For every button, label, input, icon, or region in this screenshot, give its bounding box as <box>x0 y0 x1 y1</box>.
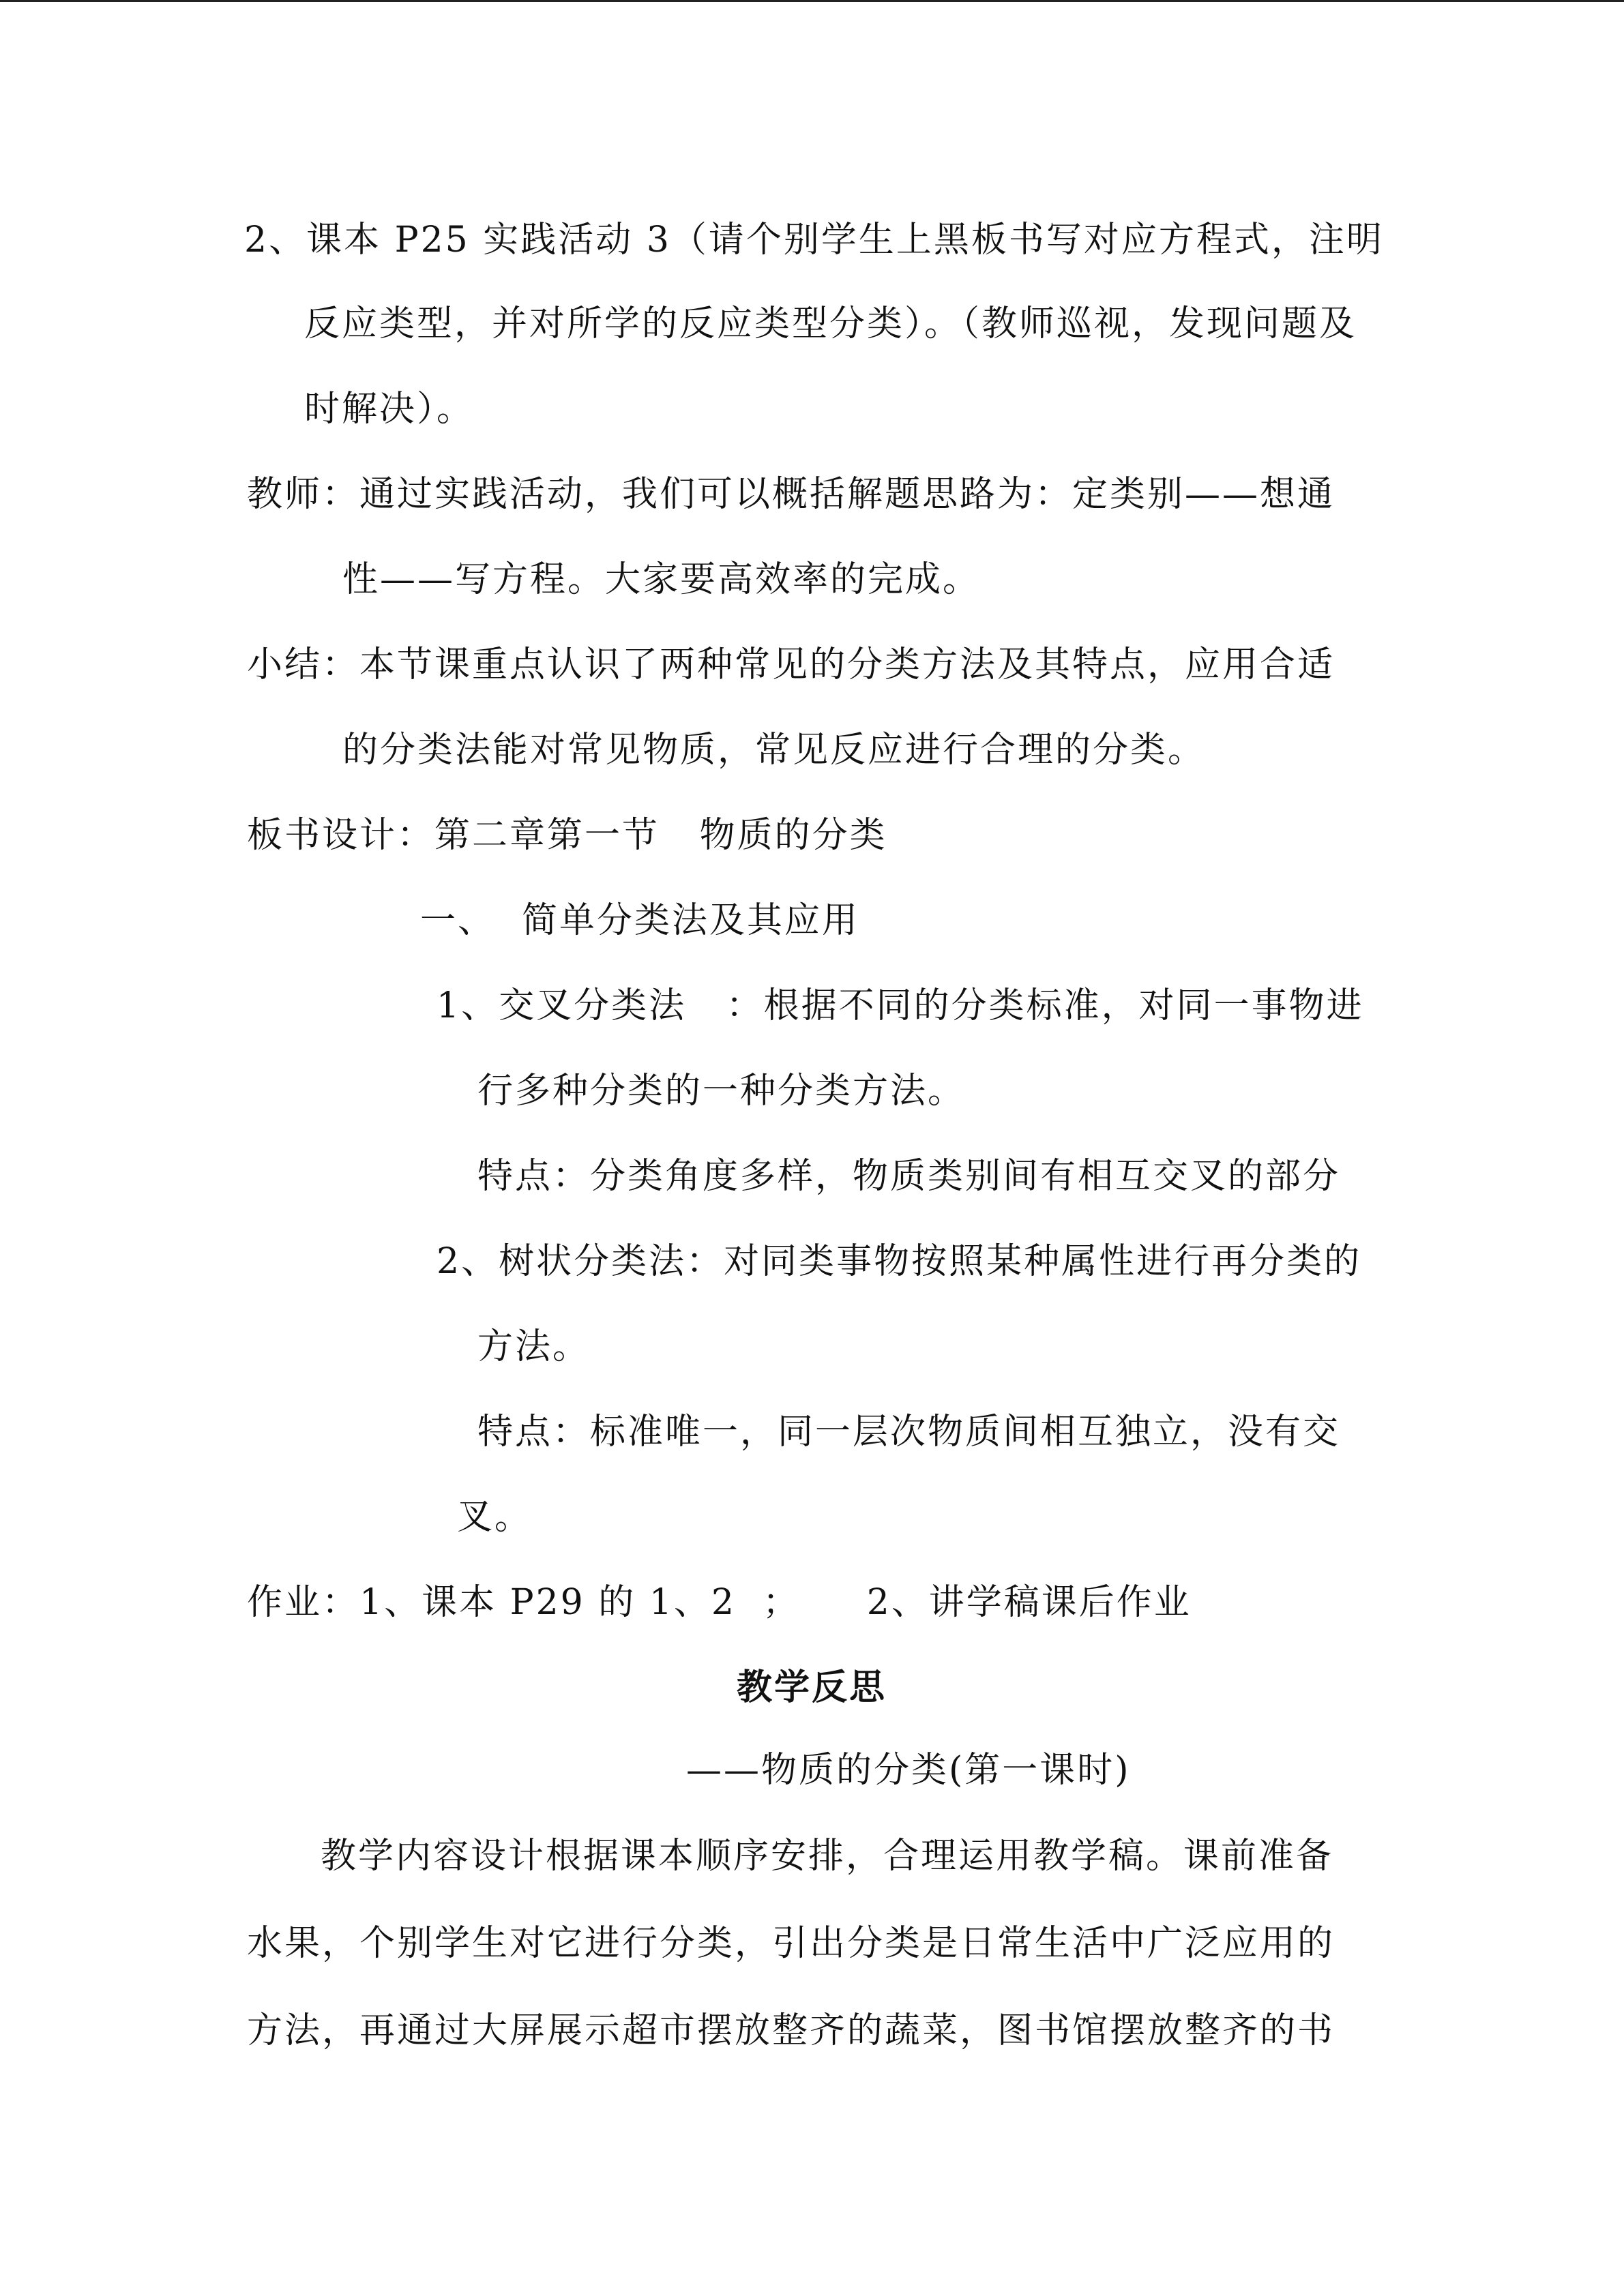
text-line-cross-feature: 特点：分类角度多样，物质类别间有相互交叉的部分 <box>477 1156 1341 1197</box>
text-line-cross-classification: 1、交叉分类法 ：根据不同的分类标准，对同一事物进 <box>437 985 1364 1026</box>
paragraph-line-2: 水果，个别学生对它进行分类，引出分类是日常生活中广泛应用的 <box>247 1923 1335 1964</box>
text-line-activity: 2、课本 P25 实践活动 3（请个别学生上黑板书写对应方程式，注明 <box>244 220 1384 260</box>
text-line-activity-end: 时解决）。 <box>304 389 475 430</box>
text-line-tree-feature: 特点：标准唯一，同一层次物质间相互独立，没有交 <box>477 1412 1341 1452</box>
text-line-teacher-cont: 性——写方程。大家要高效率的完成。 <box>342 559 981 600</box>
text-line-summary-cont: 的分类法能对常见物质，常见反应进行合理的分类。 <box>342 730 1206 771</box>
page-top-border <box>0 0 1624 2</box>
text-line-section-one: 一、 简单分类法及其应用 <box>420 900 860 941</box>
paragraph-line-3: 方法，再通过大屏展示超市摆放整齐的蔬菜，图书馆摆放整齐的书 <box>247 2010 1335 2051</box>
text-line-board-design: 板书设计：第二章第一节 物质的分类 <box>247 815 887 856</box>
text-line-tree-classification: 2、树状分类法：对同类事物按照某种属性进行再分类的 <box>437 1241 1362 1282</box>
reflection-subtitle: ——物质的分类(第一课时) <box>686 1750 1131 1791</box>
text-line-teacher: 教师：通过实践活动，我们可以概括解题思路为：定类别——想通 <box>247 474 1335 515</box>
paragraph-line-1: 教学内容设计根据课本顺序安排，合理运用教学稿。课前准备 <box>321 1836 1334 1877</box>
reflection-title: 教学反思 <box>737 1667 887 1708</box>
text-line-cross-classification-cont: 行多种分类的一种分类方法。 <box>477 1071 966 1112</box>
text-line-tree-classification-cont: 方法。 <box>477 1326 591 1367</box>
text-line-summary: 小结：本节课重点认识了两种常见的分类方法及其特点，应用合适 <box>247 644 1335 685</box>
text-line-tree-feature-cont: 叉。 <box>457 1497 533 1538</box>
text-line-activity-cont: 反应类型，并对所学的反应类型分类）。（教师巡视，发现问题及 <box>304 303 1357 344</box>
text-line-homework: 作业：1、课本 P29 的 1、2 ； 2、讲学稿课后作业 <box>247 1582 1192 1623</box>
